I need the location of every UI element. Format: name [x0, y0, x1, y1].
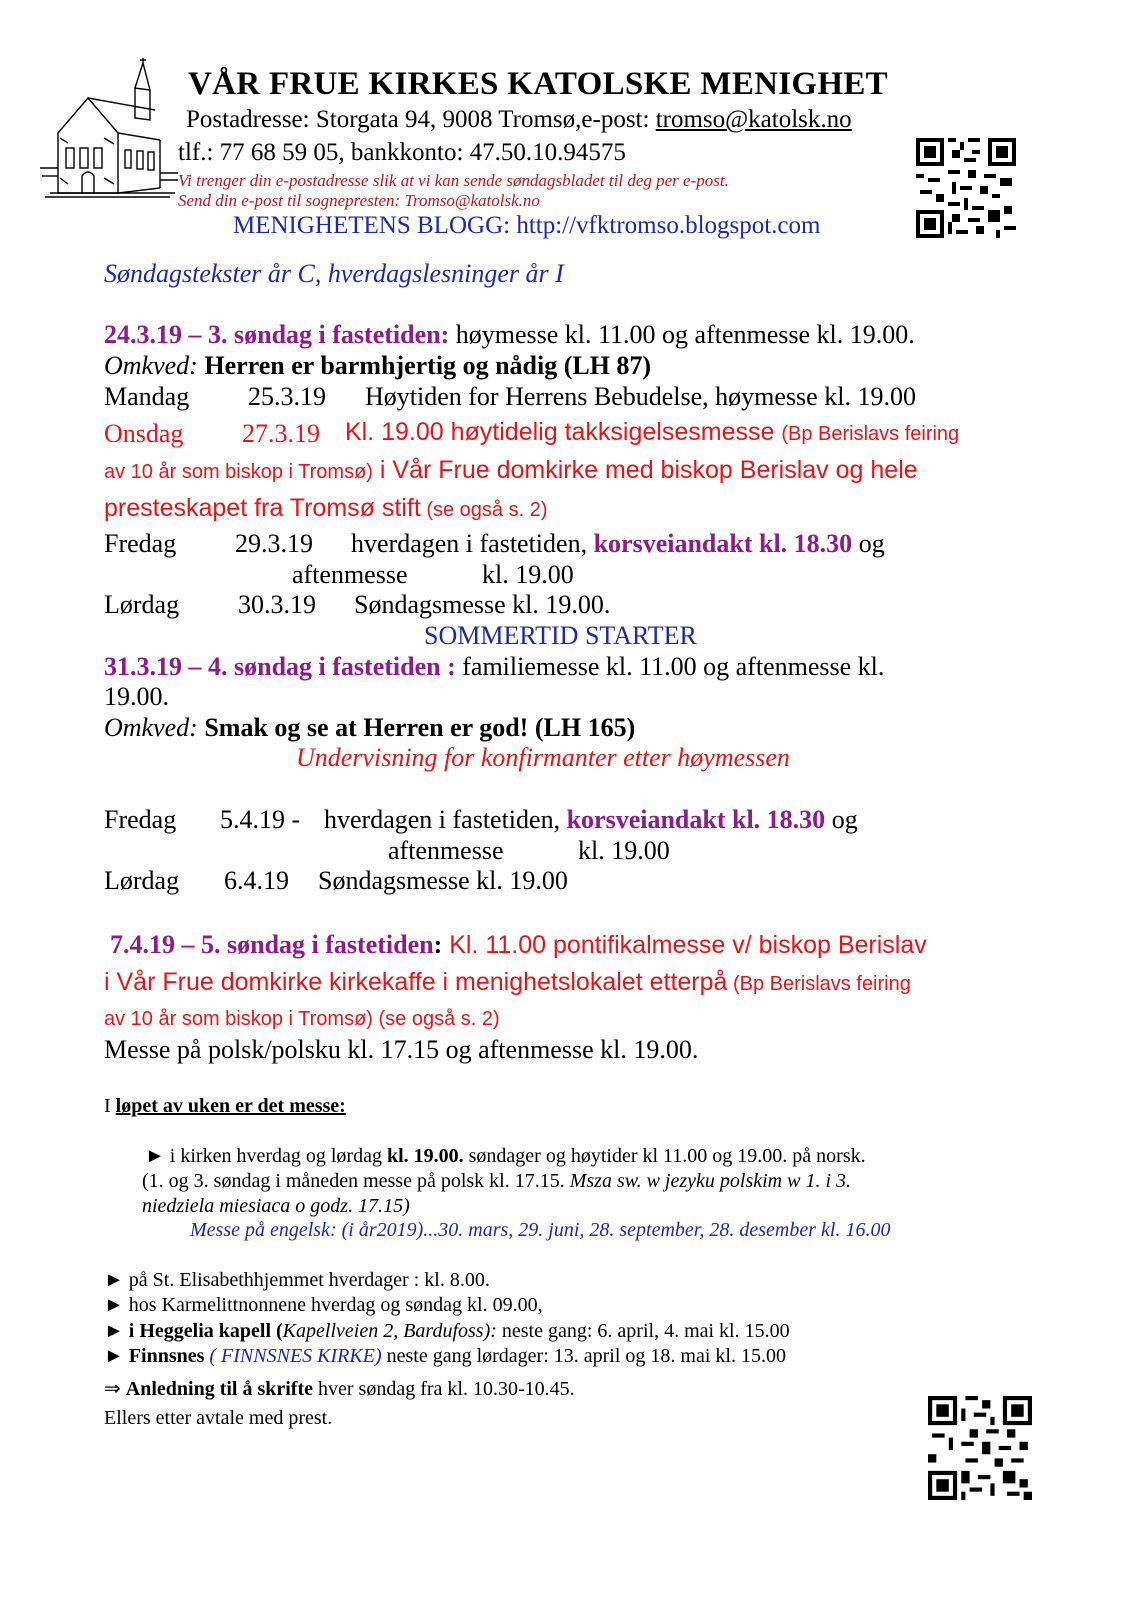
heggelia-a: ► i Heggelia kapell ( [104, 1320, 283, 1342]
sunday-3-line [110, 930, 927, 960]
sunday-1-title: – 3. søndag i fastetiden: [182, 320, 450, 349]
sunday-1-line [104, 320, 915, 350]
weekly-polish [142, 1170, 851, 1193]
summer-time-notice: SOMMERTID STARTER [424, 621, 697, 650]
by-appointment: Ellers etter avtale med prest. [104, 1407, 333, 1429]
heggelia-c: neste gang: 6. april, 4. mai kl. 15.00 [496, 1320, 790, 1342]
monday-text: Høytiden for Herrens Bebudelse, høymesse kl. 19.00 [365, 382, 916, 411]
sunday-2-masses-cont: 19.00. [104, 682, 169, 711]
finnsnes-a: ► Finnsnes [104, 1345, 210, 1367]
friday-2-evening: aftenmesse [388, 836, 504, 865]
friday-2-stations: korsveiandakt kl. 18.30 [566, 805, 826, 834]
elisabeth-home: ► på St. Elisabethhjemmet hverdager : kl. 8.00. [104, 1269, 490, 1291]
saturday-1-day: Lørdag [104, 590, 180, 619]
sunday-3-pontifical: Kl. 11.00 pontifikalmesse v/ biskop Berislav [442, 931, 927, 959]
postal-address [186, 106, 852, 134]
sunday-2-line [104, 652, 884, 682]
confession [104, 1376, 575, 1401]
friday-1-day: Fredag [104, 529, 177, 558]
parish-title: VÅR FRUE KIRKES KATOLSKE MENIGHET [188, 66, 888, 102]
weekly-heading-i: I [104, 1095, 111, 1117]
friday-2-og: og [825, 805, 858, 834]
weekly-heading-text: løpet av uken er det messe: [115, 1095, 346, 1117]
finnsnes-b: ( FINNSNES KIRKE) [209, 1345, 382, 1367]
weekly-english: Messe på engelsk: (i år2019)...30. mars, 29. juni, 28. september, 28. desember kl. 16.00 [190, 1219, 891, 1241]
weekly-polish-b: Msza sw. w jezyku polskim w 1. i 3. [569, 1170, 852, 1192]
friday-2-line [324, 805, 858, 835]
friday-2-text: hverdagen i fastetiden, [324, 805, 561, 834]
qr-code-bottom [928, 1396, 1032, 1500]
finnsnes-c: neste gang lørdager: 13. april og 18. mai kl. 15.00 [381, 1345, 786, 1367]
weekly-church-time: kl. 19.00. [386, 1145, 464, 1167]
sunday-1-masses: høymesse kl. 11.00 og aftenmesse kl. 19.00. [449, 320, 915, 349]
phone-bank: tlf.: 77 68 59 05, bankkonto: 47.50.10.94575 [178, 139, 626, 166]
weekly-heading [104, 1095, 346, 1118]
friday-2-date: 5.4.19 - [220, 805, 301, 834]
wednesday-day: Onsdag [104, 419, 184, 448]
friday-2-evening-time: kl. 19.00 [578, 836, 670, 865]
wednesday-line-2 [104, 456, 918, 485]
blog-link[interactable]: MENIGHETENS BLOGG: http://vfktromso.blogspot.com [233, 212, 821, 239]
sunday-3-title: – 5. søndag i fastetiden [175, 930, 434, 959]
wednesday-date: 27.3.19 [242, 419, 320, 448]
email-send-note: Send din e-post til sognepresten: Tromso@katolsk.no [178, 191, 540, 210]
friday-1-evening: aftenmesse [292, 560, 408, 589]
weekly-church-a: ► i kirken hverdag og lørdag [145, 1145, 387, 1167]
heggelia-b: Kapellveien 2, Bardufoss): [282, 1320, 497, 1342]
monday-day: Mandag [104, 382, 190, 411]
sunday-2-title: – 4. søndag i fastetiden : [182, 652, 456, 681]
friday-2-day: Fredag [104, 805, 177, 834]
weekly-polish-2: niedziela miesiaca o godz. 17.15) [142, 1195, 410, 1217]
friday-1-line [351, 529, 885, 559]
sunday-3-line-2 [104, 968, 911, 997]
weekly-polish-a: (1. og 3. søndag i måneden messe på polsk kl. 17.15. [142, 1170, 570, 1192]
qr-code-top [916, 138, 1016, 238]
sunday-3-colon: : [433, 930, 443, 959]
email-request-note: Vi trenger din e-postadresse slik at vi kan sende søndagsbladet til deg per e-post. [178, 171, 729, 190]
friday-1-stations: korsveiandakt kl. 18.30 [593, 529, 853, 558]
sunday-3-note-2: av 10 år som biskop i Tromsø) (se også s. 2) [104, 1008, 500, 1030]
saturday-1-date: 30.3.19 [238, 590, 316, 619]
church-logo [40, 58, 180, 203]
omkved-1 [104, 351, 651, 381]
monday-date: 25.3.19 [248, 382, 326, 411]
wednesday-line-3 [104, 494, 547, 523]
omkved-1-text: Herren er barmhjertig og nådig (LH 87) [197, 351, 652, 380]
sunday-2-masses: familiemesse kl. 11.00 og aftenmesse kl. [455, 652, 885, 681]
omkved-2-label: Omkved: [104, 713, 198, 742]
friday-1-date: 29.3.19 [235, 529, 313, 558]
saturday-2-date: 6.4.19 [224, 866, 289, 895]
friday-1-og: og [852, 529, 885, 558]
heggelia-chapel [104, 1320, 790, 1343]
sunday-3-coffee: i Vår Frue domkirke kirkekaffe i menighetslokalet etterpå [104, 968, 728, 996]
confession-label: Anledning til å skrifte [125, 1378, 314, 1400]
weekly-church-c: søndager og høytider kl 11.00 og 19.00. på norsk. [463, 1145, 866, 1167]
sunday-1-date: 24.3.19 [104, 320, 182, 349]
postal-address-text: Postadresse: Storgata 94, 9008 Tromsø,e-post: [186, 106, 656, 133]
friday-1-evening-time: kl. 19.00 [482, 560, 574, 589]
sunday-3-polish: Messe på polsk/polsku kl. 17.15 og aftenmesse kl. 19.00. [104, 1035, 699, 1064]
wednesday-note-1: (Bp Berislavs feiring [781, 423, 960, 445]
wednesday-note-2: av 10 år som biskop i Tromsø) [104, 461, 373, 483]
sunday-2-date: 31.3.19 [104, 652, 182, 681]
omkved-2-text: Smak og se at Herren er god! (LH 165) [197, 713, 636, 742]
readings-year: Søndagstekster år C, hverdagslesninger år I [104, 259, 564, 288]
sunday-3-date: 7.4.19 [110, 930, 175, 959]
weekly-church [145, 1145, 866, 1168]
omkved-1-label: Omkved: [104, 351, 198, 380]
confession-time: hver søndag fra kl. 10.30-10.45. [313, 1378, 575, 1400]
wednesday-clergy: presteskapet fra Tromsø stift [104, 494, 421, 522]
confession-arrow: ⇒ [104, 1378, 126, 1400]
wednesday-note-3: (se også s. 2) [420, 499, 548, 521]
finnsnes [104, 1345, 786, 1368]
omkved-2 [104, 713, 635, 743]
wednesday-mass: Kl. 19.00 høytidelig takksigelsesmesse [345, 418, 775, 446]
friday-1-text: hverdagen i fastetiden, [351, 529, 588, 558]
email-link[interactable]: tromso@katolsk.no [655, 106, 852, 133]
wednesday-place: i Vår Frue domkirke med biskop Berislav og hele [372, 456, 918, 484]
saturday-2-text: Søndagsmesse kl. 19.00 [318, 866, 568, 895]
carmelite-nuns: ► hos Karmelittnonnene hverdag og søndag kl. 09.00, [104, 1294, 543, 1316]
saturday-2-day: Lørdag [104, 866, 180, 895]
confirmation-teaching: Undervisning for konfirmanter etter høymessen [296, 743, 790, 772]
saturday-1-text: Søndagsmesse kl. 19.00. [354, 590, 611, 619]
sunday-3-note-1: (Bp Berislavs feiring [727, 973, 911, 995]
wednesday-line-1 [345, 418, 959, 447]
